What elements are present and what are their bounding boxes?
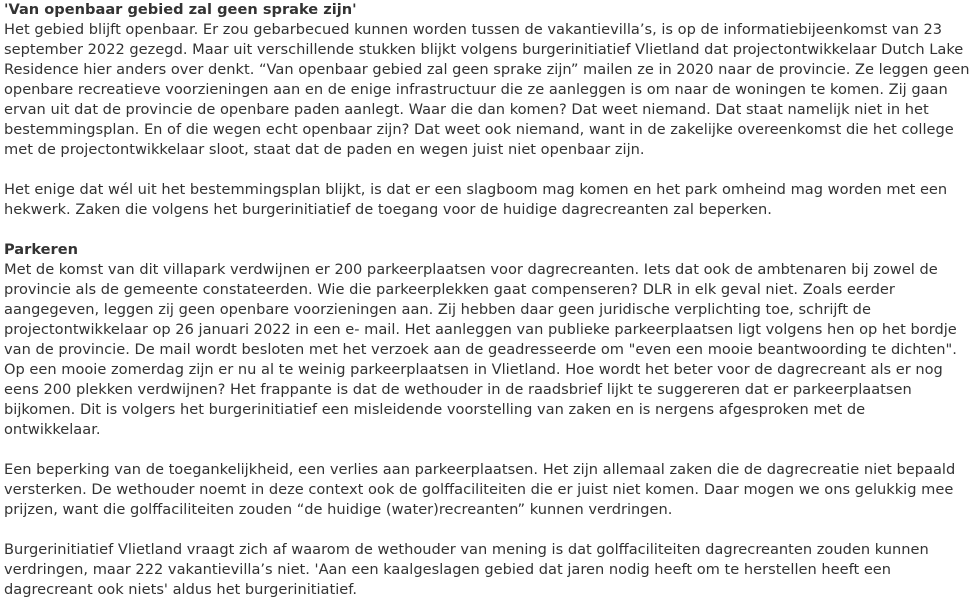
paragraph-line: Het gebied blijft openbaar. Er zou gebarbecued kunnen worden tussen de vakantievilla’s, is op de informatiebijeenkomst van 23 xyxy=(4,21,943,38)
paragraph-spacer xyxy=(4,220,854,240)
paragraph-line: september 2022 gezegd. Maar uit verschillende stukken blijkt volgens burgerinitiatief Vlietland dat projectontwikkelaar Dutch Lake xyxy=(4,41,964,58)
paragraph-line: verdringen, maar 222 vakantievilla’s niet. 'Aan een kaalgeslagen gebied dat jaren nodig heeft om te herstellen heeft een xyxy=(4,561,892,578)
paragraph-line: bestemmingsplan. En of die wegen echt openbaar zijn? Dat weet ook niemand, want in de zakelijke overeenkomst die het college xyxy=(4,121,954,138)
paragraph-spacer xyxy=(4,520,854,540)
paragraph-line: ervan uit dat de provincie de openbare paden aanlegt. Waar die dan komen? Dat weet niemand. Dat staat namelijk niet in het xyxy=(4,101,929,118)
paragraph-line: dagrecreant ook niets' aldus het burgerinitiatief. xyxy=(4,581,357,598)
paragraph-spacer xyxy=(4,160,854,180)
paragraph-slagboom xyxy=(4,180,948,220)
paragraph-line: eens 200 plekken verdwijnen? Het frappante is dat de wethouder in de raadsbrief lijkt te suggereren dat er parkeerplaatsen xyxy=(4,381,912,398)
paragraph-line: prijzen, want die golffaciliteiten zouden “de huidige (water)recreanten” kunnen verdringen. xyxy=(4,501,673,518)
paragraph-line: openbare recreatieve voorzieningen aan en de enige infrastructuur die ze aanleggen is om naar de woningen te komen. Zij gaan xyxy=(4,81,948,98)
paragraph-line: Het enige dat wél uit het bestemmingsplan blijkt, is dat er een slagboom mag komen en het park omheind mag worden met een xyxy=(4,181,948,198)
paragraph-toegankelijkheid xyxy=(4,460,956,520)
section-heading-parkeren: Parkeren xyxy=(4,241,79,258)
paragraph-openbaar-gebied xyxy=(4,20,970,160)
paragraph-line: hekwerk. Zaken die volgens het burgerinitiatief de toegang voor de huidige dagrecreanten zal beperken. xyxy=(4,201,772,218)
paragraph-line: aangegeven, leggen zij geen openbare voorzieningen aan. Zij hebben daar geen juridische verplichting toe, schrijft de xyxy=(4,301,871,318)
paragraph-spacer xyxy=(4,440,854,460)
section-heading-openbaar: 'Van openbaar gebied zal geen sprake zijn' xyxy=(4,1,357,18)
paragraph-line: Burgerinitiatief Vlietland vraagt zich af waarom de wethouder van mening is dat golffaciliteiten dagrecreanten zouden kunnen xyxy=(4,541,929,558)
paragraph-line: bijkomen. Dit is volgers het burgerinitiatief een misleidende voorstelling van zaken en is nergens afgesproken met de xyxy=(4,401,866,418)
paragraph-line: Een beperking van de toegankelijkheid, een verlies aan parkeerplaatsen. Het zijn allemaal zaken die de dagrecreatie niet bepaald xyxy=(4,461,956,478)
paragraph-line: met de projectontwikkelaar sloot, staat dat de paden en wegen juist niet openbaar zijn. xyxy=(4,141,645,158)
paragraph-line: projectontwikkelaar op 26 januari 2022 in een e- mail. Het aanleggen van publieke parkeerplaatsen ligt volgens hen op het bordje xyxy=(4,321,957,338)
paragraph-line: Residence hier anders over denkt. “Van openbaar gebied zal geen sprake zijn” mailen ze in 2020 naar de provincie. Ze leggen geen xyxy=(4,61,970,78)
paragraph-parkeren xyxy=(4,260,957,440)
paragraph-line: ontwikkelaar. xyxy=(4,421,101,438)
paragraph-burgerinitiatief xyxy=(4,540,929,600)
paragraph-line: provincie als de gemeente constateerden. Wie die parkeerplekken gaat compenseren? DLR in elk geval niet. Zoals eerder xyxy=(4,281,895,298)
paragraph-line: Met de komst van dit villapark verdwijnen er 200 parkeerplaatsen voor dagrecreanten. Iets dat ook de ambtenaren bij zowel de xyxy=(4,261,938,278)
paragraph-line: van de provincie. De mail wordt besloten met het verzoek aan de geadresseerde om "even een mooie beantwoording te dichten". xyxy=(4,341,957,358)
paragraph-line: Op een mooie zomerdag zijn er nu al te weinig parkeerplaatsen in Vlietland. Hoe wordt het beter voor de dagrecreant als er nog xyxy=(4,361,943,378)
paragraph-line: versterken. De wethouder noemt in deze context ook de golffaciliteiten die er juist niet komen. Daar mogen we ons gelukkig mee xyxy=(4,481,954,498)
